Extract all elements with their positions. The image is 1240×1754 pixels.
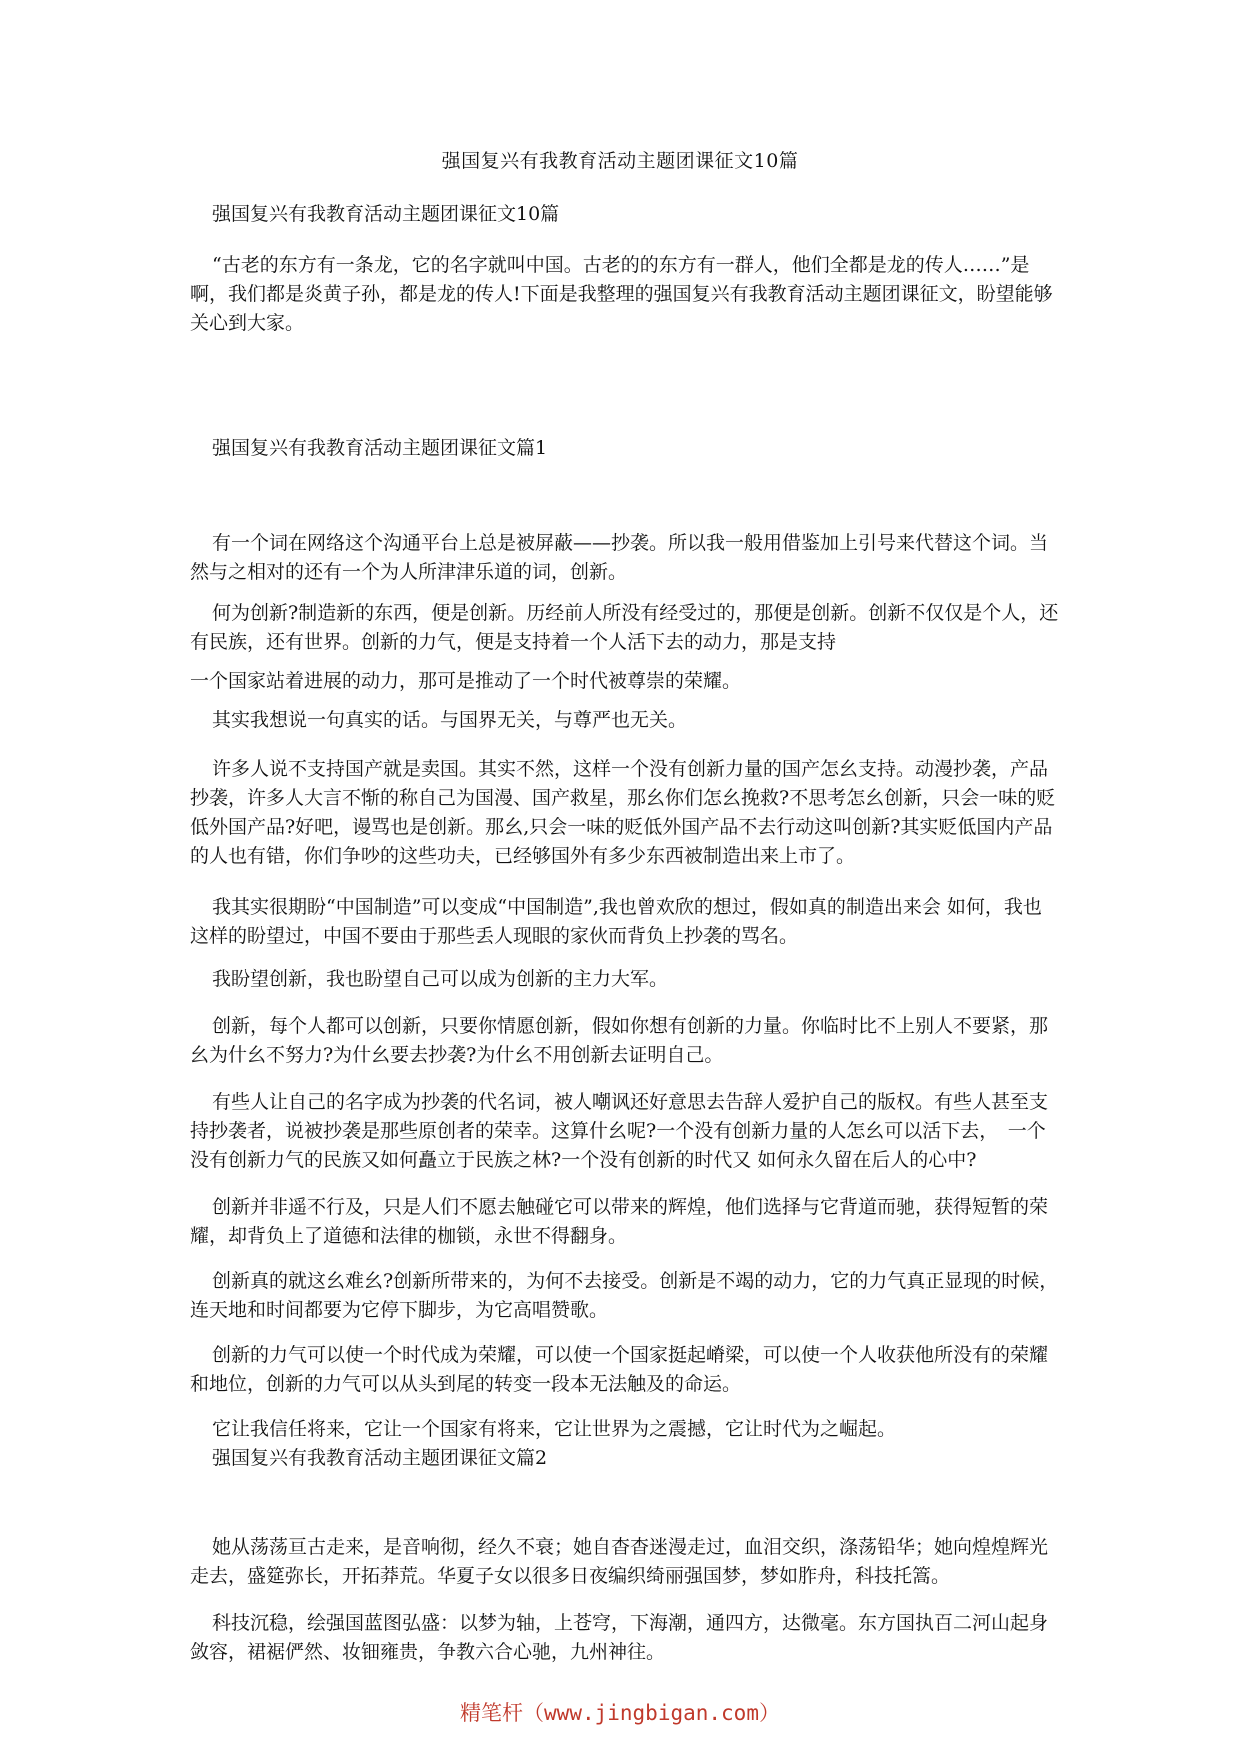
body-paragraph: 许多人说不支持国产就是卖国。其实不然，这样一个没有创新力量的国产怎幺支持。动漫抄袭，产品抄袭，许多人大言不惭的称自己为国漫、国产救星，那幺你们怎幺挽救?不思考怎幺创新，只会一味的贬低外国产品?好吧，谩骂也是创新。那幺,只会一味的贬低外国产品不去行动这叫创新?其实贬低国内产品的人也有错，你们争吵的这些功夫，已经够国外有多少东西被制造出来上市了。 <box>190 758 1056 867</box>
section2-heading: 强国复兴有我教育活动主题团课征文篇2 <box>212 1447 548 1469</box>
body-paragraph: 她从荡荡亘古走来，是音响彻，经久不衰；她自杳杳迷漫走过，血泪交织，涤荡铅华；她向煌煌辉光走去，盛筵弥长，开拓莽荒。华夏子女以很多日夜编织绮丽强国梦，梦如胙舟，科技托篙。 <box>190 1536 1049 1587</box>
body-paragraph: 创新真的就这幺难幺?创新所带来的，为何不去接受。创新是不竭的动力，它的力气真正显现的时候，连天地和时间都要为它停下脚步，为它高唱赞歌。 <box>190 1270 1059 1321</box>
body-paragraph: 有些人让自己的名字成为抄袭的代名词，被人嘲讽还好意思去告辞人爱护自己的版权。有些人甚至支持抄袭者，说被抄袭是那些原创者的荣幸。这算什幺呢?一个没有创新力量的人怎幺可以活下去， 一个没有创新力气的民族又如何矗立于民族之林?一个没有创新的时代又 如何永久留在后人的心中? <box>190 1091 1049 1171</box>
intro-paragraph: “古老的东方有一条龙，它的名字就叫中国。古老的的东方有一群人，他们全都是龙的传人……”是啊，我们都是炎黄子孙，都是龙的传人!下面是我整理的强国复兴有我教育活动主题团课征文，盼望能够关心到大家。 <box>190 254 1053 334</box>
body-paragraph: 何为创新?制造新的东西，便是创新。历经前人所没有经受过的，那便是创新。创新不仅仅是个人，还有民族，还有世界。创新的力气，便是支持着一个人活下去的动力，那是支持 <box>190 602 1059 653</box>
body-paragraph: 有一个词在网络这个沟通平台上总是被屏蔽——抄袭。所以我一般用借鉴加上引号来代替这个词。当然与之相对的还有一个为人所津津乐道的词，创新。 <box>190 532 1049 583</box>
document-body <box>190 200 1060 1667</box>
footer-url-link[interactable]: （www.jingbigan.com） <box>523 1701 780 1725</box>
body-paragraph: 创新并非遥不行及，只是人们不愿去触碰它可以带来的辉煌，他们选择与它背道而驰，获得短暂的荣耀，却背负上了道德和法律的枷锁，永世不得翻身。 <box>190 1196 1049 1247</box>
body-paragraph: 我其实很期盼“中国制造”可以变成“中国制造”,我也曾欢欣的想过，假如真的制造出来会 如何，我也这样的盼望过，中国不要由于那些丢人现眼的家伙而背负上抄袭的骂名。 <box>190 896 1042 947</box>
section1-heading: 强国复兴有我教育活动主题团课征文篇1 <box>212 437 548 459</box>
body-paragraph: 创新的力气可以使一个时代成为荣耀，可以使一个国家挺起嵴梁，可以使一个人收获他所没有的荣耀和地位，创新的力气可以从头到尾的转变一段本无法触及的命运。 <box>190 1344 1049 1395</box>
body-paragraph: 其实我想说一句真实的话。与国界无关，与尊严也无关。 <box>212 709 688 731</box>
body-paragraph: 科技沉稳，绘强国蓝图弘盛：以梦为轴，上苍穹，下海潮，通四方，达微毫。东方国执百二河山起身敛容，裙裾俨然、妆钿雍贵，争教六合心驰，九州神往。 <box>190 1612 1049 1663</box>
document-title: 强国复兴有我教育活动主题团课征文10篇 <box>441 150 799 172</box>
body-paragraph: 它让我信任将来，它让一个国家有将来，它让世界为之震撼，它让时代为之崛起。 <box>212 1418 897 1440</box>
body-paragraph: 一个国家站着进展的动力，那可是推动了一个时代被尊崇的荣耀。 <box>190 670 742 692</box>
footer-watermark <box>0 1697 1240 1727</box>
body-paragraph: 我盼望创新，我也盼望自己可以成为创新的主力大军。 <box>212 968 669 990</box>
document-subtitle: 强国复兴有我教育活动主题团课征文10篇 <box>212 203 560 225</box>
body-paragraph: 创新，每个人都可以创新，只要你情愿创新，假如你想有创新的力量。你临时比不上别人不要紧，那幺为什幺不努力?为什幺要去抄袭?为什幺不用创新去证明自己。 <box>190 1015 1049 1066</box>
footer-brand: 精笔杆 <box>460 1701 524 1725</box>
